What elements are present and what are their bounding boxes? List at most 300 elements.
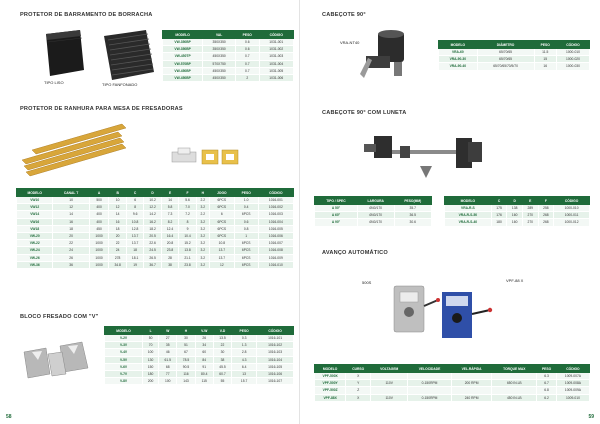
table-cell: 36	[53, 261, 89, 268]
table-row	[105, 342, 294, 349]
table-cell: Ø40/170	[357, 205, 394, 212]
row-model-cell: VRA-R-S-40	[445, 219, 492, 226]
table-cell: 1016-105	[257, 363, 294, 370]
table-cell: 10.4	[179, 232, 196, 239]
table-cell: 4.3	[232, 356, 257, 363]
table-cell: 200	[143, 378, 159, 385]
table-cell: 1000	[89, 240, 109, 247]
luneta-head-image	[360, 122, 500, 188]
table-cell: 1031-004	[259, 60, 294, 67]
table-cell: X	[346, 394, 371, 401]
rubber-protector-table	[162, 30, 294, 82]
v-block-table	[104, 326, 294, 385]
table-cell	[371, 387, 408, 394]
table-cell: 13.7	[126, 232, 143, 239]
row-model-cell: VW-350BP	[163, 46, 203, 53]
table-cell: 13.7	[209, 254, 234, 261]
row-model-cell: V-8V	[105, 378, 143, 385]
rubber-flat-image	[40, 30, 84, 76]
table-cell: 14.2	[144, 211, 161, 218]
table-cell: 8	[179, 218, 196, 225]
table-cell: 270	[522, 219, 538, 226]
table-cell: 110V	[371, 380, 408, 387]
label-flat-type: TIPO LISO	[44, 80, 64, 85]
table-cell: 65/70/65	[477, 56, 534, 63]
col-header: TORQUE MAX	[492, 365, 537, 373]
slot-protector-table	[16, 188, 294, 269]
table-cell: 16	[53, 218, 89, 225]
table-cell: 450X350	[203, 74, 236, 81]
row-model-cell: V-3V	[105, 342, 143, 349]
table-cell: 0.6	[234, 218, 258, 225]
table-row	[163, 39, 294, 46]
table-cell: 12	[209, 261, 234, 268]
row-model-cell: VPF-500Y	[315, 380, 346, 387]
table-cell: 1000-010	[556, 49, 589, 56]
row-model-cell: V-6V	[105, 363, 143, 370]
table-cell: 35.7	[394, 205, 431, 212]
col-header: B	[109, 189, 126, 197]
table-cell: 14	[53, 211, 89, 218]
table-cell: 1.3	[232, 342, 257, 349]
table-cell: 11.5	[534, 49, 556, 56]
table-row	[163, 74, 294, 81]
table-cell: 15.2	[179, 240, 196, 247]
table-cell: Y	[346, 380, 371, 387]
table-cell: 6.7	[537, 380, 557, 387]
table-cell: 13.8	[179, 247, 196, 254]
col-header: VEL.RÁPIDA	[451, 365, 491, 373]
table-cell: 1016-107	[257, 378, 294, 385]
table-cell: 1000-011	[554, 212, 590, 219]
col-header: D	[144, 189, 161, 197]
table-cell: 19	[126, 261, 143, 268]
col-header: MODELO	[163, 31, 203, 39]
table-row	[105, 335, 294, 342]
table-cell: 12.8	[126, 225, 143, 232]
angle-head-image	[358, 26, 414, 82]
table-cell: 150	[143, 363, 159, 370]
table-cell: Ø40/170	[357, 219, 394, 226]
table-cell: 13.7	[126, 240, 143, 247]
table-cell: 180	[143, 370, 159, 377]
col-header: CÓDIGO	[556, 41, 589, 49]
table-cell	[451, 387, 491, 394]
table-cell: 60	[195, 349, 213, 356]
table-cell: 13.7	[209, 247, 234, 254]
table-cell: 268	[538, 219, 554, 226]
table-cell: 1016-002	[258, 204, 293, 211]
table-cell	[408, 373, 452, 380]
table-cell: 1000	[89, 261, 109, 268]
table-cell: 8	[126, 204, 143, 211]
table-cell: 2.2	[196, 197, 209, 204]
table-cell: 26.5	[144, 254, 161, 261]
table-cell: 14	[161, 197, 178, 204]
row-model-cell: VW-450BP	[163, 74, 203, 81]
table-cell: 6PCS	[209, 232, 234, 239]
table-cell: 1031-006	[259, 74, 294, 81]
table-row	[315, 219, 432, 226]
table-cell: 6PCS	[209, 197, 234, 204]
table-cell: 6PCS	[234, 240, 258, 247]
row-model-cell: V-7V	[105, 370, 143, 377]
table-cell: 1031-005	[259, 67, 294, 74]
table-cell: 20	[109, 232, 126, 239]
col-header: CANAL T	[53, 189, 89, 197]
col-header: MODELO	[17, 189, 53, 197]
section-title-rubber-protector: PROTETOR DE BARRAMENTO DE BORRACHA	[20, 12, 153, 18]
col-header: PESO	[537, 365, 557, 373]
table-row	[315, 373, 590, 380]
table-cell: 35	[159, 342, 177, 349]
col-header: F	[538, 197, 554, 205]
table-cell: 115	[195, 378, 213, 385]
table-cell	[408, 387, 452, 394]
table-cell: 9	[179, 225, 196, 232]
table-cell: 450	[89, 225, 109, 232]
table-cell: 36.7	[144, 261, 161, 268]
table-cell: 1000	[89, 247, 109, 254]
table-cell: 1000	[89, 254, 109, 261]
table-row	[163, 53, 294, 60]
table-cell: 80.4	[195, 370, 213, 377]
row-model-cell: V-5V	[105, 356, 143, 363]
table-cell: 1009-009A	[556, 387, 589, 394]
table-cell: 1016-102	[257, 342, 294, 349]
power-feed-88x-image	[432, 284, 496, 344]
table-cell: 3.2	[196, 232, 209, 239]
table-cell: 10	[109, 197, 126, 204]
row-model-cell: VRA-R-S-50	[445, 212, 492, 219]
table-cell: 175	[491, 205, 507, 212]
col-header: TIPO / SPEC	[315, 197, 358, 205]
table-cell: 176	[491, 212, 507, 219]
col-header: E	[161, 189, 178, 197]
table-cell: Z	[346, 387, 371, 394]
table-cell: 6PCS	[234, 254, 258, 261]
table-cell: 13	[232, 370, 257, 377]
col-header: VAL	[203, 31, 236, 39]
table-cell: 0.6	[236, 46, 259, 53]
table-cell: 16	[109, 218, 126, 225]
table-cell: 0.7	[236, 60, 259, 67]
table-cell: 1000-012	[554, 219, 590, 226]
table-cell: 30	[177, 335, 195, 342]
table-cell: 14	[109, 211, 126, 218]
table-cell: 3.2	[196, 247, 209, 254]
table-cell: 2.2	[196, 211, 209, 218]
table-row	[163, 60, 294, 67]
table-cell: 18.1	[126, 254, 143, 261]
table-cell: 7.0	[179, 204, 196, 211]
section-title-90-head-luneta: CABEÇOTE 90° COM LUNETA	[322, 110, 407, 116]
table-cell: 38	[213, 356, 231, 363]
table-cell: Ø40/170	[357, 212, 394, 219]
table-cell: 1000-030	[556, 63, 589, 70]
table-cell: 7.3	[161, 211, 178, 218]
table-cell: 51	[177, 342, 195, 349]
table-cell: 22	[53, 240, 89, 247]
table-cell: 12.2	[144, 204, 161, 211]
table-row	[105, 349, 294, 356]
table-cell: 10.2	[144, 197, 161, 204]
table-cell: 3.2	[196, 218, 209, 225]
table-cell: 46	[159, 349, 177, 356]
table-row	[163, 46, 294, 53]
col-header: LARGURA	[357, 197, 394, 205]
table-row	[315, 387, 590, 394]
table-cell: 1016-101	[257, 335, 294, 342]
table-cell: 1016-103	[257, 349, 294, 356]
table-cell: 38	[161, 261, 178, 268]
table-cell: 1031-001	[259, 39, 294, 46]
row-model-cell: VW16	[17, 218, 53, 225]
table-cell: 10.8	[126, 218, 143, 225]
table-cell: 3.2	[196, 204, 209, 211]
table-cell: 7.2	[179, 211, 196, 218]
luneta-model-table	[444, 196, 590, 227]
row-model-cell: VPF-500X	[315, 373, 346, 380]
table-cell: 258	[538, 205, 554, 212]
table-cell: 180	[491, 219, 507, 226]
table-cell: 34.8	[109, 261, 126, 268]
table-cell: 5.6	[179, 197, 196, 204]
table-cell: 450X350	[203, 67, 236, 74]
col-header: H	[177, 327, 195, 335]
table-cell: 350X350	[203, 46, 236, 53]
table-row	[17, 211, 294, 218]
table-cell: 45.5	[213, 363, 231, 370]
table-cell: 68	[159, 363, 177, 370]
table-cell: 1016-008	[258, 247, 293, 254]
rubber-bellows-image	[100, 30, 154, 80]
col-header: MODELO	[445, 197, 492, 205]
table-cell: 26	[53, 254, 89, 261]
table-cell: 15.7	[232, 378, 257, 385]
page-number-left: 58	[6, 414, 12, 420]
table-cell: 77	[159, 370, 177, 377]
label-vpf-88x: VPF-88 X	[506, 278, 524, 283]
table-cell: 65/70/65/70/5/70	[477, 63, 534, 70]
table-cell: 55	[213, 378, 231, 385]
table-cell: 3.2	[196, 225, 209, 232]
table-cell: 116	[177, 370, 195, 377]
table-cell: 270	[522, 212, 538, 219]
table-cell: 30.6	[394, 219, 431, 226]
table-cell: 500	[89, 197, 109, 204]
table-cell: 6.4	[232, 363, 257, 370]
table-cell: 110V	[371, 394, 408, 401]
row-model-cell: VPF-500Z	[315, 387, 346, 394]
row-model-cell: VRA-R-S	[445, 205, 492, 212]
col-header: L	[143, 327, 159, 335]
table-cell	[492, 387, 537, 394]
table-cell: 1000-020	[556, 56, 589, 63]
table-cell: 6.8	[537, 387, 557, 394]
col-header: PESO	[236, 31, 259, 39]
col-header: VOLTAGEM	[371, 365, 408, 373]
power-feed-table	[314, 364, 590, 402]
table-row	[315, 205, 432, 212]
row-model-cell: VW-350BP	[163, 39, 203, 46]
slot-section-image	[200, 148, 240, 166]
table-row	[439, 49, 590, 56]
row-model-cell: VW-22	[17, 240, 53, 247]
row-model-cell: VW-36	[17, 261, 53, 268]
table-cell: 160	[507, 212, 523, 219]
table-cell: 3.2	[196, 261, 209, 268]
col-header: F	[179, 189, 196, 197]
table-cell: 70	[143, 342, 159, 349]
table-cell: 0.4	[234, 204, 258, 211]
right-page	[300, 0, 600, 424]
table-cell: 6PCS	[234, 261, 258, 268]
row-model-cell: VW14	[17, 211, 53, 218]
table-cell: 1016-104	[257, 356, 294, 363]
col-header: A	[89, 189, 109, 197]
row-model-cell: VW-450TP	[163, 53, 203, 60]
row-model-cell: VW10	[17, 197, 53, 204]
table-cell: 1	[234, 232, 258, 239]
table-cell: 100	[143, 349, 159, 356]
table-cell: 1.0	[234, 197, 258, 204]
table-cell: 570X750	[203, 60, 236, 67]
slot-profile-image	[170, 146, 198, 166]
table-cell: 289	[522, 205, 538, 212]
table-cell: 24	[53, 247, 89, 254]
table-cell: 34	[195, 342, 213, 349]
table-row	[445, 205, 590, 212]
table-cell: 1009-007A	[556, 373, 589, 380]
col-header: H	[196, 189, 209, 197]
row-model-cell: V-4V	[105, 349, 143, 356]
col-header: CÓDIGO	[554, 197, 590, 205]
row-model-cell: VW-570BP	[163, 60, 203, 67]
col-header: PESO	[232, 327, 257, 335]
table-cell: 16.4	[161, 232, 178, 239]
col-header: MODELO	[315, 365, 346, 373]
table-cell: 1009-010	[556, 394, 589, 401]
table-cell: 24	[109, 247, 126, 254]
table-cell: 61.5	[159, 356, 177, 363]
table-cell: 10.8	[209, 240, 234, 247]
slot-strips-image	[18, 120, 138, 180]
col-header: W	[159, 327, 177, 335]
col-header: D	[507, 197, 523, 205]
col-header: C	[491, 197, 507, 205]
table-cell: 6	[209, 211, 234, 218]
table-cell: 6PCS	[234, 211, 258, 218]
col-header: MODELO	[439, 41, 478, 49]
section-title-v-block: BLOCO FRESADO COM "V"	[20, 314, 99, 320]
table-row	[105, 363, 294, 370]
table-cell: 6PCS	[209, 218, 234, 225]
col-header: C	[126, 189, 143, 197]
col-header: V-D	[213, 327, 231, 335]
col-header: PESO(MM)	[394, 197, 431, 205]
section-title-90-head: CABEÇOTE 90°	[322, 12, 366, 18]
table-row	[17, 254, 294, 261]
table-cell: 2	[236, 74, 259, 81]
table-cell: 650 IN.LB	[492, 380, 537, 387]
table-cell: 84	[195, 356, 213, 363]
table-row	[17, 197, 294, 204]
table-cell: 16.2	[144, 218, 161, 225]
row-model-cell: VRA-90-30	[439, 56, 478, 63]
table-cell: 24.5	[144, 247, 161, 254]
table-cell: 22	[109, 240, 126, 247]
table-cell	[492, 373, 537, 380]
table-cell: 65/70/65	[477, 49, 534, 56]
table-row	[439, 63, 590, 70]
row-model-cell: A 50°	[315, 205, 358, 212]
table-cell: 1000-010	[554, 205, 590, 212]
col-header: PESO	[534, 41, 556, 49]
table-cell: 20.8	[161, 240, 178, 247]
table-row	[315, 212, 432, 219]
col-header: V-W	[195, 327, 213, 335]
table-cell: 268	[538, 212, 554, 219]
table-row	[315, 394, 590, 401]
table-cell: 5.8	[161, 204, 178, 211]
label-vra-nt40: VRA-NT40	[340, 40, 360, 45]
col-header: CÓDIGO	[257, 327, 294, 335]
angle-head-table	[438, 40, 590, 71]
col-header: MODELO	[105, 327, 143, 335]
table-row	[17, 247, 294, 254]
col-header: CÓDIGO	[258, 189, 293, 197]
table-cell: 0.8	[234, 225, 258, 232]
table-cell: 100	[159, 378, 177, 385]
table-cell: 1031-002	[259, 46, 294, 53]
table-cell: 350X350	[203, 39, 236, 46]
label-bellows-type: TIPO FANFONADO	[102, 82, 138, 87]
table-cell: 90.5	[177, 363, 195, 370]
table-cell: 160	[507, 219, 523, 226]
table-cell: 1016-007	[258, 240, 293, 247]
row-model-cell: A 90°	[315, 219, 358, 226]
row-model-cell: V-2V	[105, 335, 143, 342]
col-header: CÓDIGO	[259, 31, 294, 39]
col-header: E	[522, 197, 538, 205]
table-cell: 23.8	[179, 261, 196, 268]
table-cell: 20	[53, 232, 89, 239]
table-row	[105, 370, 294, 377]
table-cell: 13.5	[213, 335, 231, 342]
table-cell: 1016-006	[258, 232, 293, 239]
row-model-cell: VW-450BP	[163, 67, 203, 74]
row-model-cell: VW-26	[17, 254, 53, 261]
table-cell: 27	[159, 335, 177, 342]
table-cell: 6PCS	[234, 247, 258, 254]
table-cell: 1016-009	[258, 254, 293, 261]
table-cell: 1016-004	[258, 218, 293, 225]
table-cell: 0.7	[236, 67, 259, 74]
table-cell: 23.8	[161, 247, 178, 254]
table-cell: 15	[534, 56, 556, 63]
section-title-power-feed: AVANÇO AUTOMÁTICO	[322, 250, 388, 256]
row-model-cell: VW-24	[17, 247, 53, 254]
table-row	[17, 204, 294, 211]
table-cell: 1016-003	[258, 211, 293, 218]
table-cell: 6.2	[537, 394, 557, 401]
table-cell: 6.3	[537, 373, 557, 380]
table-cell: 1016-001	[258, 197, 293, 204]
row-model-cell: VRA-60	[439, 49, 478, 56]
table-row	[445, 212, 590, 219]
table-cell: X	[346, 373, 371, 380]
